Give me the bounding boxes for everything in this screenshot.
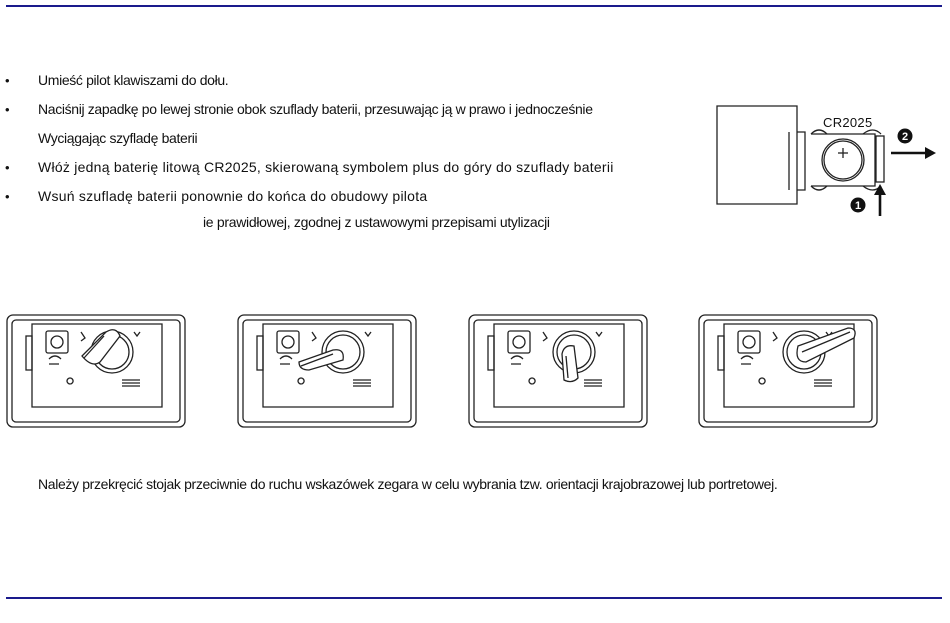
instruction-item (0, 95, 700, 124)
battery-drawer-illustration (715, 104, 940, 222)
stand-caption: Należy przekręcić stojak przeciwnie do ruchu wskazówek zegara w celu wybrania tzw. orientacji krajobrazowej lub portretowej. (38, 476, 778, 492)
instruction-list (0, 66, 700, 211)
instruction-item (0, 153, 700, 182)
bullet-icon: • (5, 102, 10, 117)
instruction-text: Wsuń szufladę baterii ponownie do końca do obudowy pilota (38, 188, 428, 204)
instruction-item (0, 182, 700, 211)
instruction-continuation (0, 124, 700, 153)
instruction-item (0, 66, 700, 95)
stand-step-4-illustration (698, 312, 880, 432)
disposal-note: ie prawidłowej, zgodnej z ustawowymi przepisami utylizacji (203, 214, 550, 230)
step-marker-1-label: 1 (854, 200, 862, 212)
bottom-rule (6, 597, 942, 599)
photo-frame-back-icon (468, 312, 650, 432)
step-marker-2-label: 2 (901, 131, 909, 143)
bullet-icon: • (5, 160, 10, 175)
stand-step-1-illustration (6, 312, 188, 432)
bullet-icon: • (5, 189, 10, 204)
bullet-icon: • (5, 73, 10, 88)
photo-frame-back-icon (237, 312, 419, 432)
stand-step-3-illustration (468, 312, 650, 432)
instruction-text: Włóż jedną baterię litową CR2025, skierowaną symbolem plus do góry do szuflady baterii (38, 159, 614, 175)
top-rule (6, 5, 942, 7)
photo-frame-back-icon (698, 312, 880, 432)
photo-frame-back-icon (6, 312, 188, 432)
stand-step-2-illustration (237, 312, 419, 432)
instruction-text: Umieść pilot klawiszami do dołu. (38, 72, 229, 88)
instruction-text: Naciśnij zapadkę po lewej stronie obok szuflady baterii, przesuwając ją w prawo i jednocześnie (38, 101, 593, 117)
stand-rotation-sequence (6, 312, 896, 434)
instruction-text: Wyciągając szyfladę baterii (38, 130, 198, 146)
battery-model-label: CR2025 (823, 115, 873, 130)
